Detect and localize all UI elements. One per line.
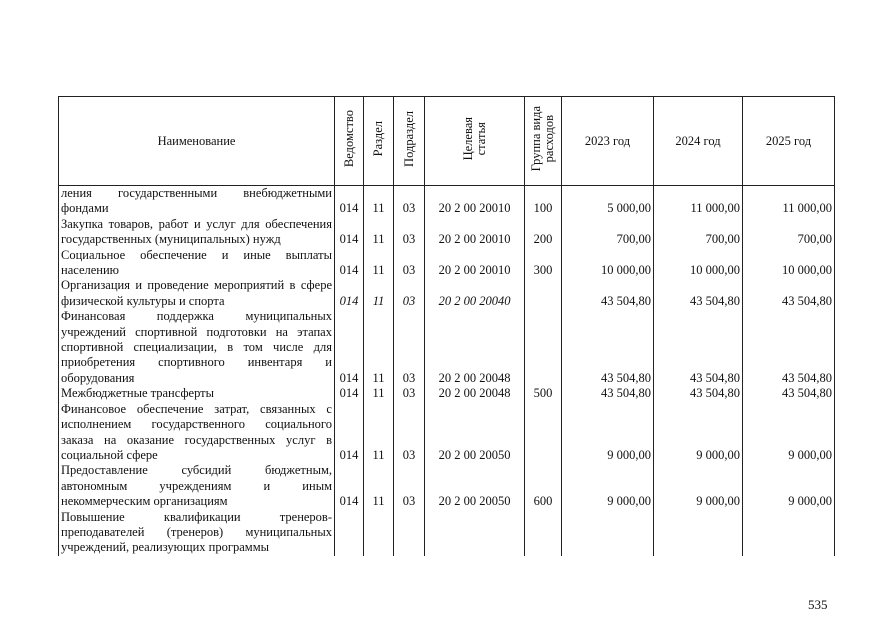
row-name: Межбюджетные трансферты bbox=[59, 386, 335, 401]
row-subsection: 03 bbox=[394, 463, 425, 509]
row-dept: 014 bbox=[335, 186, 364, 217]
row-dept: 014 bbox=[335, 402, 364, 464]
row-subsection: 03 bbox=[394, 386, 425, 401]
row-2023: 43 504,80 bbox=[562, 386, 654, 401]
row-dept: 014 bbox=[335, 217, 364, 248]
row-section: 11 bbox=[364, 278, 394, 309]
row-group bbox=[525, 278, 562, 309]
row-group: 100 bbox=[525, 186, 562, 217]
table-row bbox=[59, 386, 835, 401]
row-subsection bbox=[394, 510, 425, 556]
row-dept: 014 bbox=[335, 278, 364, 309]
row-name: Организация и проведение мероприятий в сфере физической культуры и спорта bbox=[59, 278, 335, 309]
row-subsection: 03 bbox=[394, 278, 425, 309]
row-2025: 9 000,00 bbox=[743, 463, 835, 509]
header-section: Раздел bbox=[364, 97, 394, 186]
header-2025: 2025 год bbox=[743, 97, 835, 186]
row-2024: 11 000,00 bbox=[654, 186, 743, 217]
row-2025: 11 000,00 bbox=[743, 186, 835, 217]
header-dept: Ведомство bbox=[335, 97, 364, 186]
row-2024 bbox=[654, 510, 743, 556]
row-section: 11 bbox=[364, 217, 394, 248]
row-dept: 014 bbox=[335, 386, 364, 401]
row-target: 20 2 00 20050 bbox=[425, 402, 525, 464]
header-subsection: Подраздел bbox=[394, 97, 425, 186]
row-group: 500 bbox=[525, 386, 562, 401]
table-row bbox=[59, 278, 835, 309]
table-body bbox=[59, 186, 835, 556]
row-2024: 43 504,80 bbox=[654, 278, 743, 309]
row-target: 20 2 00 20010 bbox=[425, 248, 525, 279]
row-2023: 43 504,80 bbox=[562, 309, 654, 386]
row-section: 11 bbox=[364, 309, 394, 386]
row-target: 20 2 00 20050 bbox=[425, 463, 525, 509]
row-group bbox=[525, 510, 562, 556]
row-subsection: 03 bbox=[394, 248, 425, 279]
row-name: Предоставление субсидий бюджетным, автономным учреждениям и иным некоммерческим организациям bbox=[59, 463, 335, 509]
row-target: 20 2 00 20040 bbox=[425, 278, 525, 309]
row-2023: 43 504,80 bbox=[562, 278, 654, 309]
row-section bbox=[364, 510, 394, 556]
budget-table bbox=[58, 96, 835, 556]
header-2024: 2024 год bbox=[654, 97, 743, 186]
row-name: Повышение квалификации тренеров-преподавателей (тренеров) муниципальных учреждений, реализующих программы bbox=[59, 510, 335, 556]
row-subsection: 03 bbox=[394, 402, 425, 464]
row-2023: 9 000,00 bbox=[562, 463, 654, 509]
row-subsection: 03 bbox=[394, 217, 425, 248]
row-2024: 700,00 bbox=[654, 217, 743, 248]
row-2023: 5 000,00 bbox=[562, 186, 654, 217]
row-name: Закупка товаров, работ и услуг для обеспечения государственных (муниципальных) нужд bbox=[59, 217, 335, 248]
table-header bbox=[59, 97, 835, 186]
row-2025: 43 504,80 bbox=[743, 278, 835, 309]
row-subsection: 03 bbox=[394, 186, 425, 217]
row-2025 bbox=[743, 510, 835, 556]
row-2025: 10 000,00 bbox=[743, 248, 835, 279]
header-group: Группа вида расходов bbox=[525, 97, 562, 186]
row-name: Социальное обеспечение и иные выплаты населению bbox=[59, 248, 335, 279]
row-2023: 10 000,00 bbox=[562, 248, 654, 279]
row-target bbox=[425, 510, 525, 556]
row-section: 11 bbox=[364, 386, 394, 401]
row-dept: 014 bbox=[335, 248, 364, 279]
header-name: Наименование bbox=[59, 97, 335, 186]
row-2025: 700,00 bbox=[743, 217, 835, 248]
row-2024: 43 504,80 bbox=[654, 386, 743, 401]
row-section: 11 bbox=[364, 402, 394, 464]
row-2023 bbox=[562, 510, 654, 556]
header-target: Целевая статья bbox=[425, 97, 525, 186]
row-2024: 10 000,00 bbox=[654, 248, 743, 279]
row-2024: 43 504,80 bbox=[654, 309, 743, 386]
row-target: 20 2 00 20010 bbox=[425, 186, 525, 217]
table-row bbox=[59, 217, 835, 248]
row-2025: 43 504,80 bbox=[743, 309, 835, 386]
row-2023: 700,00 bbox=[562, 217, 654, 248]
row-group bbox=[525, 402, 562, 464]
row-target: 20 2 00 20010 bbox=[425, 217, 525, 248]
table-row bbox=[59, 402, 835, 464]
row-group: 200 bbox=[525, 217, 562, 248]
table-row bbox=[59, 186, 835, 217]
row-section: 11 bbox=[364, 186, 394, 217]
row-target: 20 2 00 20048 bbox=[425, 309, 525, 386]
row-subsection: 03 bbox=[394, 309, 425, 386]
row-2024: 9 000,00 bbox=[654, 463, 743, 509]
table-row bbox=[59, 309, 835, 386]
table-row bbox=[59, 248, 835, 279]
page-number: 535 bbox=[808, 597, 828, 612]
row-section: 11 bbox=[364, 463, 394, 509]
table-row bbox=[59, 510, 835, 556]
row-dept: 014 bbox=[335, 463, 364, 509]
header-2023: 2023 год bbox=[562, 97, 654, 186]
row-name: Финансовая поддержка муниципальных учреждений спортивной подготовки на этапах спортивной специализации, в том числе для приобретения спортивного инвентаря и оборудования bbox=[59, 309, 335, 386]
row-name: ления государственными внебюджетными фондами bbox=[59, 186, 335, 217]
row-dept bbox=[335, 510, 364, 556]
row-2024: 9 000,00 bbox=[654, 402, 743, 464]
row-2023: 9 000,00 bbox=[562, 402, 654, 464]
row-group: 300 bbox=[525, 248, 562, 279]
row-2025: 43 504,80 bbox=[743, 386, 835, 401]
row-section: 11 bbox=[364, 248, 394, 279]
row-group bbox=[525, 309, 562, 386]
table-row bbox=[59, 463, 835, 509]
row-dept: 014 bbox=[335, 309, 364, 386]
row-target: 20 2 00 20048 bbox=[425, 386, 525, 401]
row-name: Финансовое обеспечение затрат, связанных с исполнением государственного социального заказа на оказание государственных услуг в социальной сфере bbox=[59, 402, 335, 464]
row-group: 600 bbox=[525, 463, 562, 509]
row-2025: 9 000,00 bbox=[743, 402, 835, 464]
